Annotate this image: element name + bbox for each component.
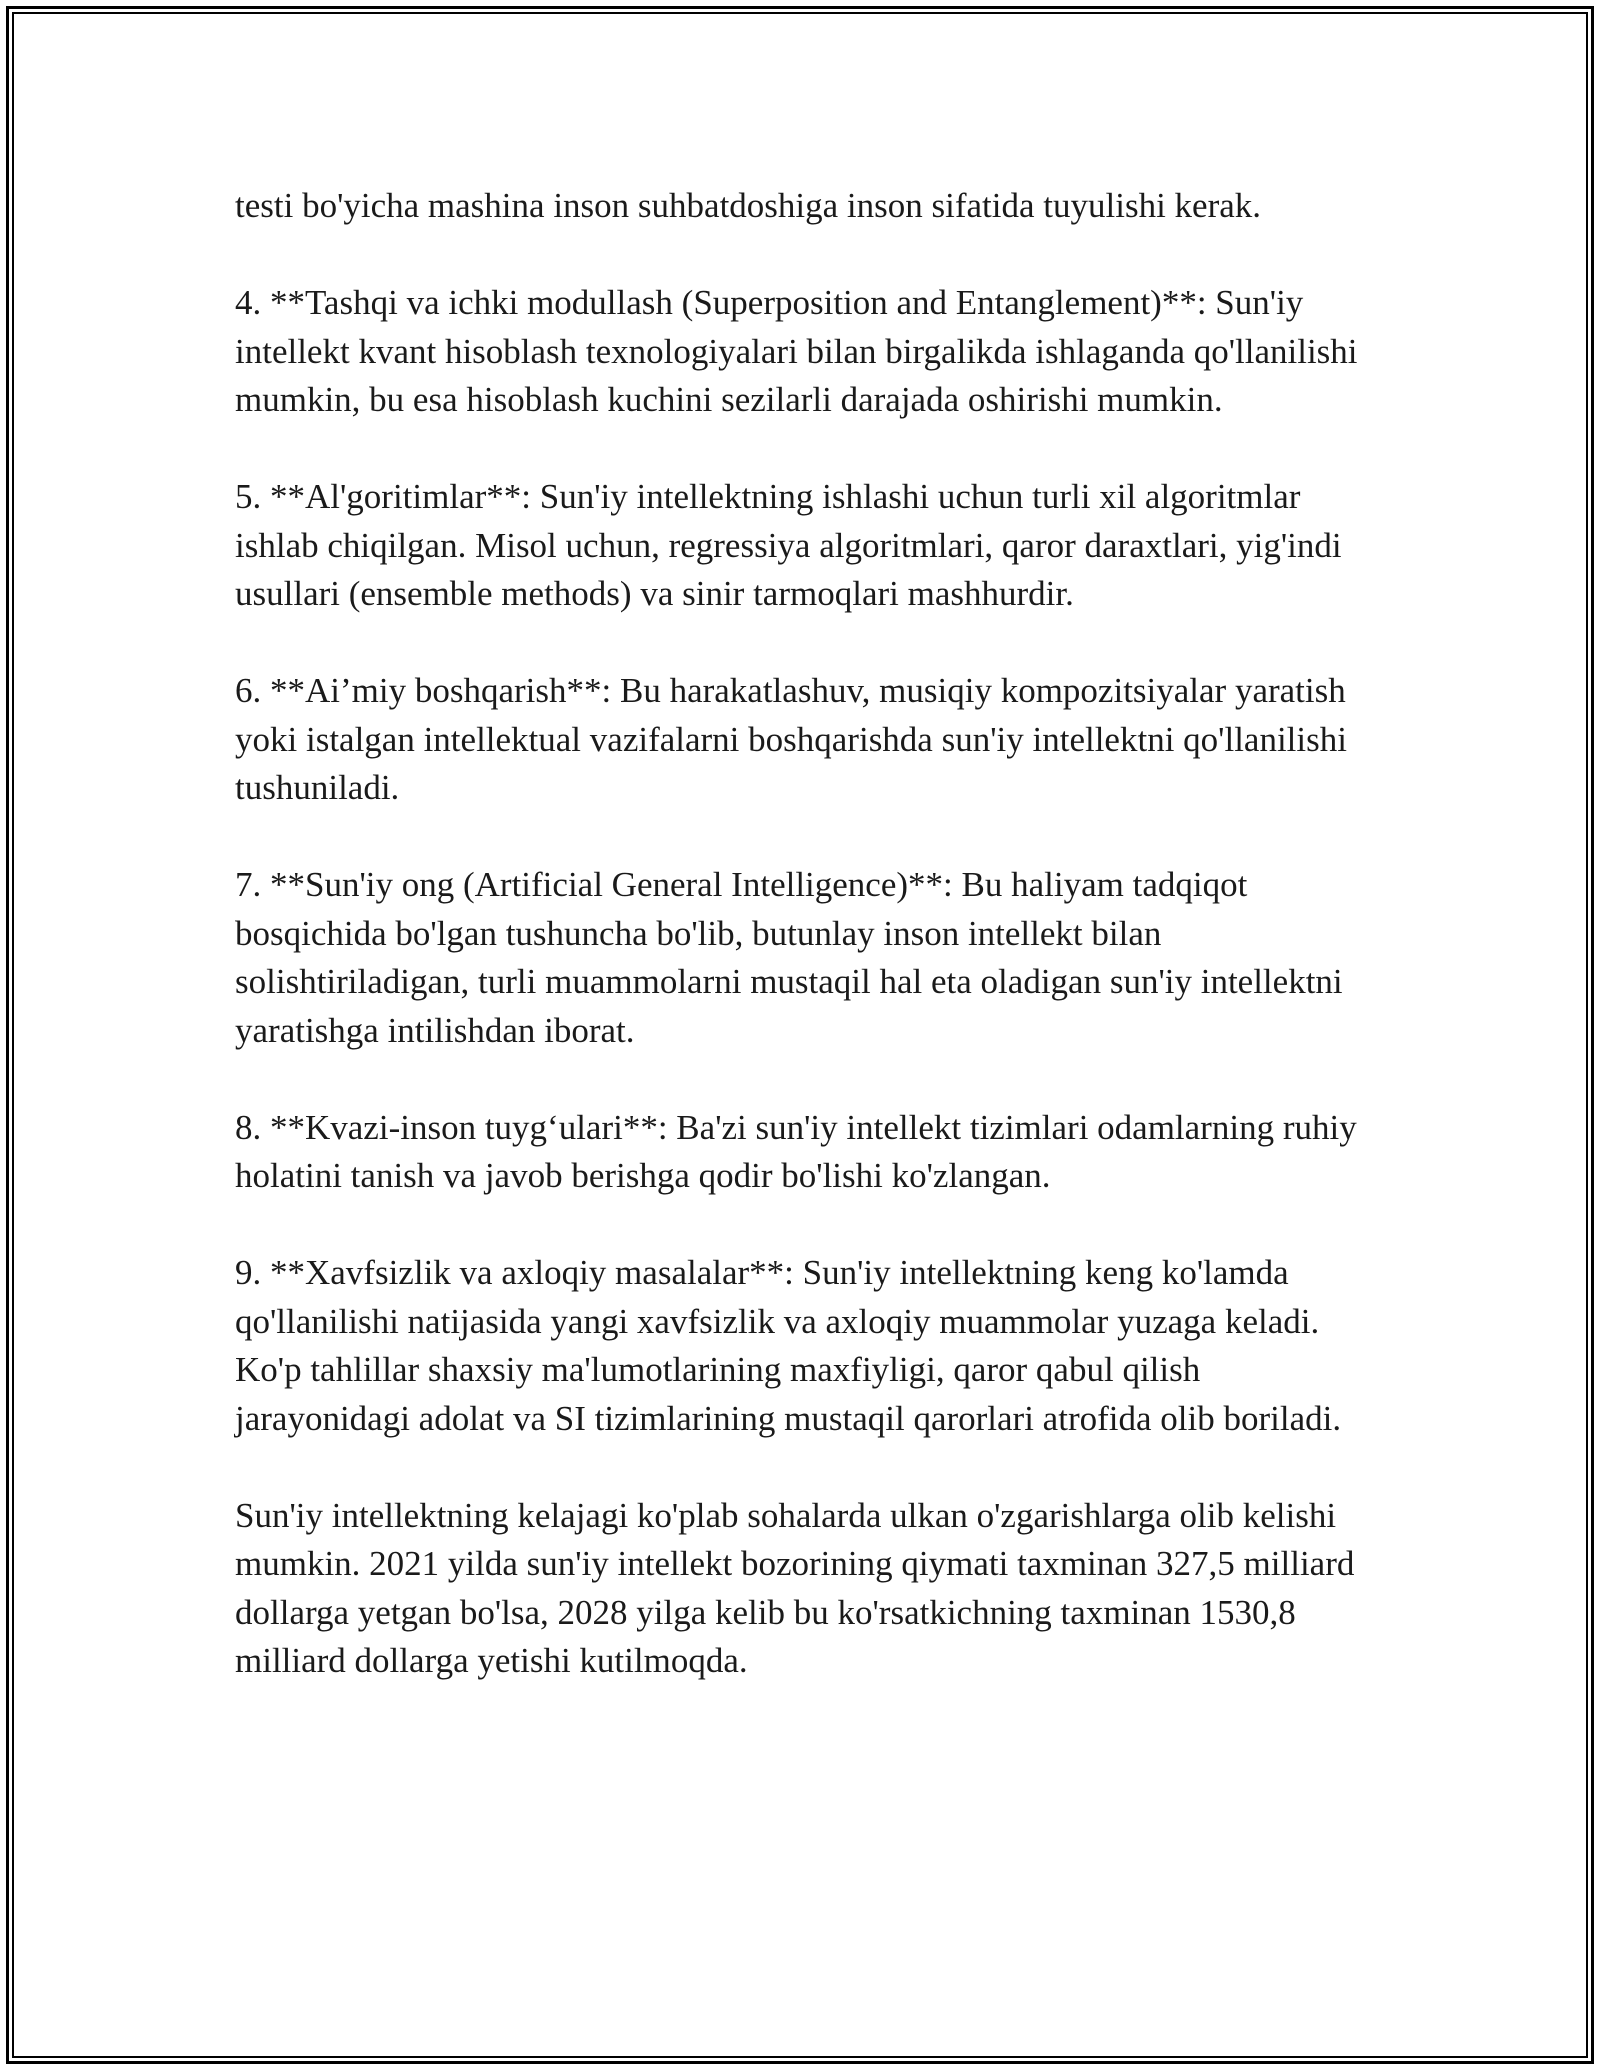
paragraph-item-4: 4. **Tashqi va ichki modullash (Superposition and Entanglement)**: Sun'iy intellekt kvant hisoblash texnologiyalari bilan birgalikda ishlaganda qo'llanilishi mumkin, bu esa hisoblash kuchini sezilarli darajada oshirishi mumkin. <box>235 283 1358 419</box>
paragraph-item-9: 9. **Xavfsizlik va axloqiy masalalar**: Sun'iy intellektning keng ko'lamda qo'llanilishi natijasida yangi xavfsizlik va axloqiy muammolar yuzaga keladi. Ko'p tahlillar shaxsiy ma'lumotlarining maxfiyligi, qaror qabul qilish jarayonidagi adolat va SI tizimlarining mustaqil qarorlari atrofida olib boriladi. <box>235 1253 1342 1438</box>
paragraph-item-5: 5. **Al'goritimlar**: Sun'iy intellektning ishlashi uchun turli xil algoritmlar ishlab chiqilgan. Misol uchun, regressiya algoritmlari, qaror daraxtlari, yig'indi usullari (ensemble methods) va sinir tarmoqlari mashhurdir. <box>235 477 1342 613</box>
paragraph-item-8: 8. **Kvazi-inson tuyg‘ulari**: Ba'zi sun'iy intellekt tizimlari odamlarning ruhiy holatini tanish va javob berishga qodir bo'lishi ko'zlangan. <box>235 1107 1357 1195</box>
paragraph-conclusion: Sun'iy intellektning kelajagi ko'plab sohalarda ulkan o'zgarishlarga olib kelishi mumkin. 2021 yilda sun'iy intellekt bozorining qiymati taxminan 327,5 milliard dollarga yetgan bo'lsa, 2028 yilga kelib bu ko'rsatkichning taxminan 1530,8 milliard dollarga yetishi kutilmoqda. <box>235 1495 1355 1680</box>
paragraph-item-6: 6. **Ai’miy boshqarish**: Bu harakatlashuv, musiqiy kompozitsiyalar yaratish yoki istalgan intellektual vazifalarni boshqarishda sun'iy intellektni qo'llanilishi tushuniladi. <box>235 671 1347 807</box>
paragraph-item-7: 7. **Sun'iy ong (Artificial General Intelligence)**: Bu haliyam tadqiqot bosqichida bo'lgan tushuncha bo'lib, butunlay inson intellekt bilan solishtiriladigan, turli muammolarni mustaqil hal eta oladigan sun'iy intellektni yaratishga intilishdan iborat. <box>235 865 1343 1050</box>
paragraph-continuation: testi bo'yicha mashina inson suhbatdoshiga inson sifatida tuyulishi kerak. <box>235 186 1262 225</box>
document-body <box>235 182 1375 1686</box>
